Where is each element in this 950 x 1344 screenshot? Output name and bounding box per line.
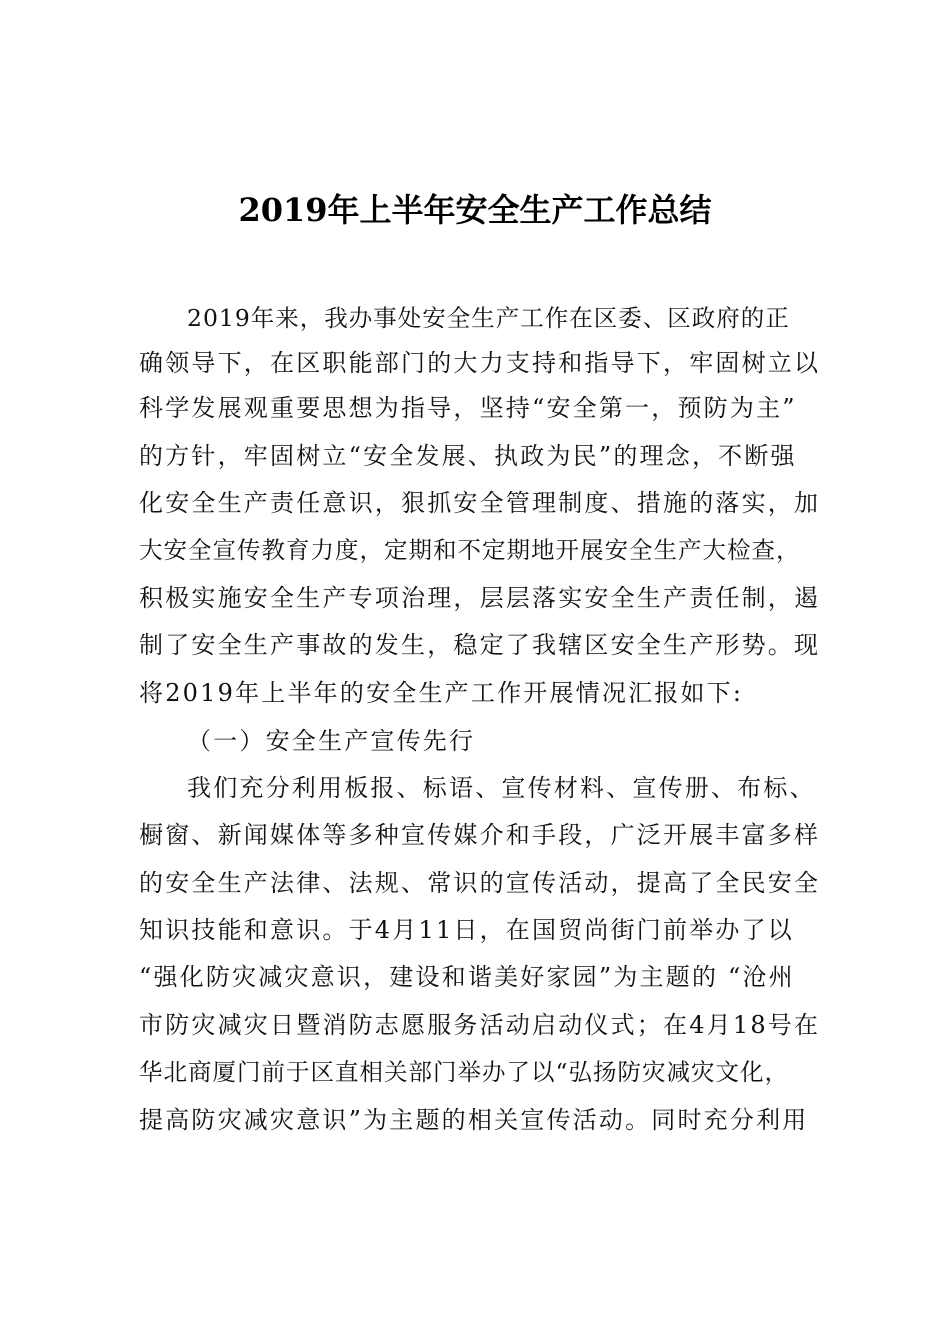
- paragraph-line: 确领导下，在区职能部门的大力支持和指导下，牢固树立以: [139, 349, 821, 377]
- paragraph-line: 化安全生产责任意识，狠抓安全管理制度、措施的落实，加: [139, 489, 821, 517]
- paragraph-line: 大安全宣传教育力度，定期和不定期地开展安全生产大检查，: [139, 536, 801, 564]
- paragraph-line: “强化防灾减灾意识，建设和谐美好家园”为主题的 “沧州: [139, 963, 795, 991]
- paragraph-line: 的安全生产法律、法规、常识的宣传活动，提高了全民安全: [139, 869, 821, 897]
- paragraph-line: 积极实施安全生产专项治理，层层落实安全生产责任制，遏: [139, 584, 821, 612]
- paragraph-line: 科学发展观重要思想为指导，坚持“安全第一，预防为主”: [139, 394, 797, 422]
- paragraph-line: 市防灾减灾日暨消防志愿服务活动启动仪式；在4月18号在: [139, 1011, 821, 1039]
- paragraph-line: 提高防灾减灾意识”为主题的相关宣传活动。同时充分利用: [139, 1106, 809, 1134]
- paragraph-line: 华北商厦门前于区直相关部门举办了以“弘扬防灾减灾文化，: [139, 1058, 790, 1086]
- paragraph-line: 橱窗、新闻媒体等多种宣传媒介和手段，广泛开展丰富多样: [139, 821, 821, 849]
- paragraph-line: 的方针，牢固树立“安全发展、执政为民”的理念，不断强: [139, 442, 797, 470]
- section-heading: （一）安全生产宣传先行: [187, 727, 476, 755]
- paragraph-line: 知识技能和意识。于4月11日，在国贸尚街门前举办了以: [139, 916, 795, 944]
- paragraph-line: 制了安全生产事故的发生，稳定了我辖区安全生产形势。现: [139, 631, 821, 659]
- document-title: 2019年上半年安全生产工作总结: [238, 191, 712, 229]
- paragraph-line: 2019年来，我办事处安全生产工作在区委、区政府的正: [187, 304, 790, 332]
- paragraph-line: 我们充分利用板报、标语、宣传材料、宣传册、布标、: [187, 774, 816, 802]
- paragraph-line: 将2019年上半年的安全生产工作开展情况汇报如下:: [139, 679, 744, 707]
